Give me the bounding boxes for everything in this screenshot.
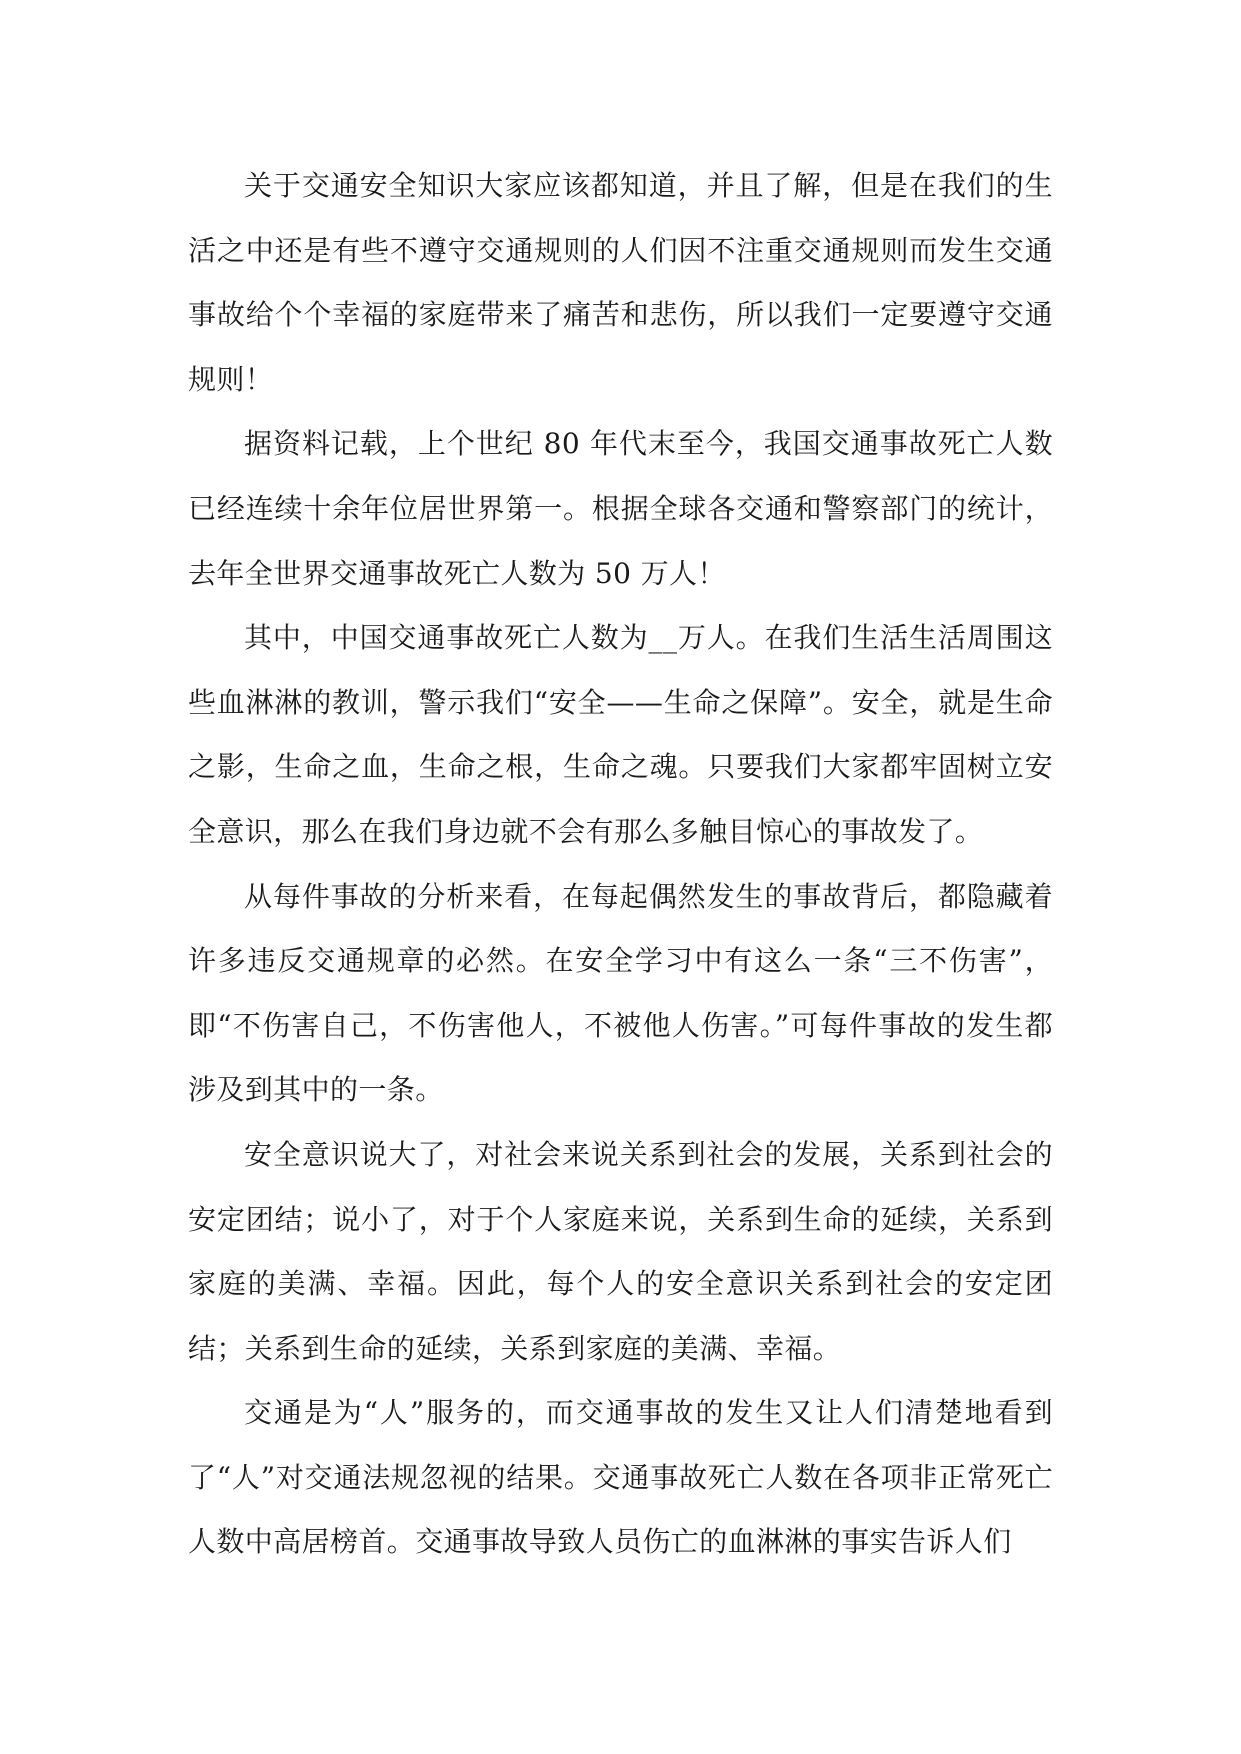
document-body: [188, 154, 1053, 1575]
paragraph-3: 其中，中国交通事故死亡人数为__万人。在我们生活生活周围这些血淋淋的教训，警示我们“安全——生命之保障”。安全，就是生命之影，生命之血，生命之根，生命之魂。只要我们大家都牢固树立安全意识，那么在我们身边就不会有那么多触目惊心的事故发了。: [188, 621, 1053, 848]
paragraph-6: 交通是为“人”服务的，而交通事故的发生又让人们清楚地看到了“人”对交通法规忽视的结果。交通事故死亡人数在各项非正常死亡人数中高居榜首。交通事故导致人员伤亡的血淋淋的事实告诉人们: [188, 1396, 1053, 1559]
paragraph-2: 据资料记载，上个世纪 80 年代末至今，我国交通事故死亡人数已经连续十余年位居世界第一。根据全球各交通和警察部门的统计，去年全世界交通事故死亡人数为 50 万人！: [188, 427, 1053, 590]
paragraph-5: 安全意识说大了，对社会来说关系到社会的发展，关系到社会的安定团结；说小了，对于个人家庭来说，关系到生命的延续，关系到家庭的美满、幸福。因此，每个人的安全意识关系到社会的安定团结；关系到生命的延续，关系到家庭的美满、幸福。: [188, 1137, 1053, 1365]
paragraph-4: 从每件事故的分析来看，在每起偶然发生的事故背后，都隐藏着许多违反交通规章的必然。在安全学习中有这么一条“三不伤害”，即“不伤害自己，不伤害他人，不被他人伤害。”可每件事故的发生都涉及到其中的一条。: [188, 879, 1053, 1107]
paragraph-1: 关于交通安全知识大家应该都知道，并且了解，但是在我们的生活之中还是有些不遵守交通规则的人们因不注重交通规则而发生交通事故给个个幸福的家庭带来了痛苦和悲伤，所以我们一定要遵守交通规则！: [188, 169, 1053, 396]
